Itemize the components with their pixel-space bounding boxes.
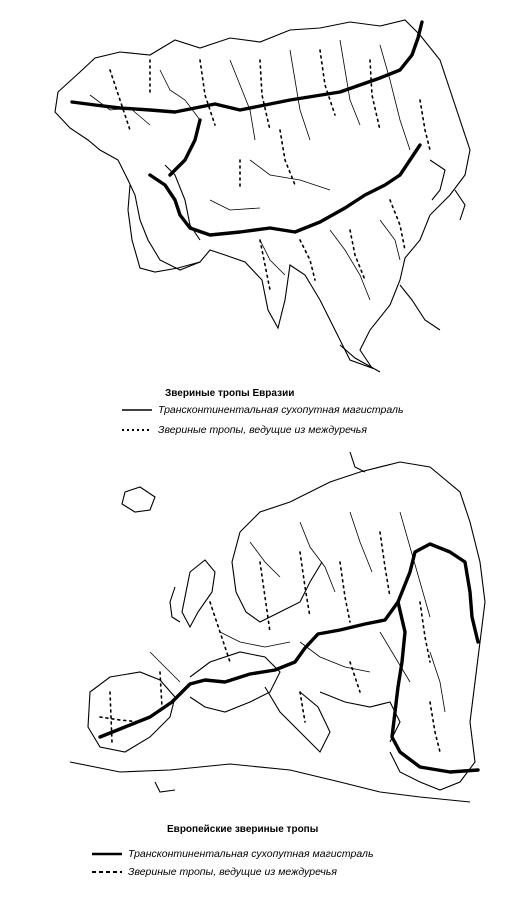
eurasia-legend-trails — [122, 424, 367, 436]
eurasia-map-caption: Звериные тропы Евразии — [165, 388, 295, 399]
eurasia-legend-main-route — [122, 404, 403, 416]
dashed-line-icon — [92, 868, 122, 876]
europe-legend-trails — [92, 866, 337, 878]
solid-line-icon — [122, 406, 152, 414]
europe-coastline — [70, 452, 485, 802]
europe-map — [0, 452, 519, 822]
solid-line-icon — [92, 850, 122, 858]
europe-animal-trails — [100, 532, 440, 752]
eurasia-map — [0, 0, 519, 375]
eurasia-animal-trails — [110, 50, 430, 290]
eurasia-main-route — [72, 22, 422, 235]
europe-main-route — [100, 544, 478, 772]
eurasia-legend-trails-label: Звериные тропы, ведущие из междуречья — [158, 424, 367, 436]
europe-legend-trails-label: Звериные тропы, ведущие из междуречья — [128, 866, 337, 878]
eurasia-coastline — [55, 20, 470, 372]
dotted-line-icon — [122, 426, 152, 434]
europe-legend-main-route-label: Трансконтинентальная сухопутная магистраль — [128, 848, 374, 860]
europe-map-caption: Европейские звериные тропы — [167, 824, 319, 835]
europe-legend-main-route — [92, 848, 373, 860]
eurasia-legend-main-route-label: Трансконтинентальная сухопутная магистраль — [158, 404, 404, 416]
